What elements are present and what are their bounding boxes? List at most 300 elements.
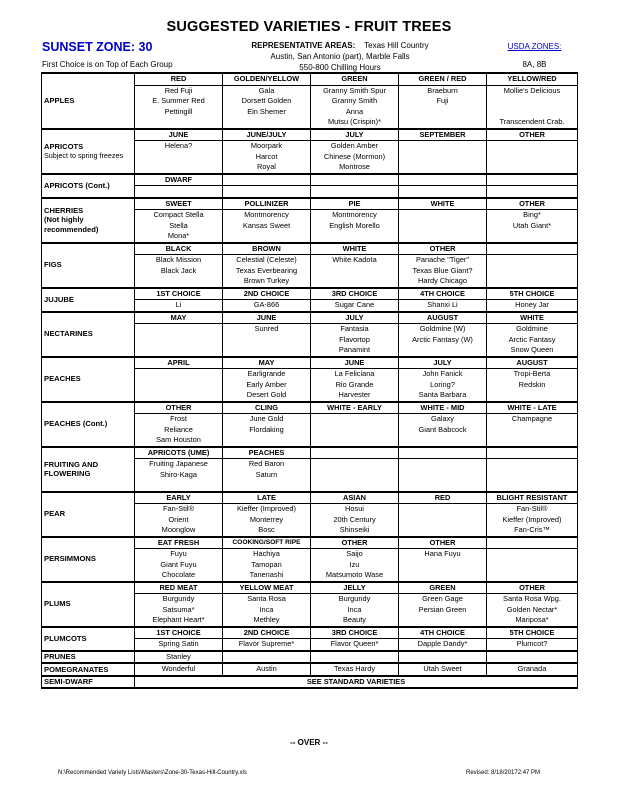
variety-cell [399,345,487,357]
column-header [399,174,487,186]
variety-cell: Satsuma* [135,605,223,616]
variety-cell: Shiro-Kaga [135,470,223,481]
variety-cell [487,266,578,277]
variety-cell: Saturn [223,470,311,481]
fruit-name: PLUMS [44,599,71,609]
column-header [487,243,578,255]
variety-cell [135,380,223,391]
variety-cell [311,186,399,198]
fruit-group-label [42,312,135,357]
column-header: WHITE [399,198,487,210]
fruit-group-label [42,663,135,676]
variety-cell: Sam Houston [135,435,223,447]
variety-cell: Redskin [487,380,578,391]
rep-area-primary: Texas Hill Country [364,41,429,50]
column-header: JUNE [223,312,311,324]
variety-cell: Tamopan [223,560,311,571]
variety-cell: Fantasia [311,324,399,335]
variety-cell: Wonderful [135,663,223,676]
variety-cell: Panache "Tiger" [399,255,487,266]
fruit-name: APRICOTS [44,141,84,151]
variety-cell: Giant Fuyu [135,560,223,571]
variety-cell: Flavor Queen* [311,639,399,651]
variety-cell: Hachiya [223,549,311,560]
variety-cell: Champagne [487,414,578,425]
variety-cell: Dapple Dandy* [399,639,487,651]
variety-cell: Early Amber [223,380,311,391]
column-header: PEACHES [223,447,311,459]
column-header: BLIGHT RESISTANT [487,492,578,504]
variety-cell [487,107,578,118]
column-header: YELLOW/RED [487,73,578,85]
table-row [42,129,578,141]
variety-cell [223,435,311,447]
variety-cell: Inca [223,605,311,616]
column-header: WHITE - EARLY [311,402,399,414]
table-row [42,492,578,504]
column-header: 5TH CHOICE [487,627,578,639]
column-header: OTHER [311,537,399,549]
variety-cell: Saijo [311,549,399,560]
column-header: BROWN [223,243,311,255]
variety-cell: Montmorency [223,210,311,221]
column-header: JULY [399,357,487,369]
variety-cell: GA-866 [223,300,311,312]
variety-cell [311,435,399,447]
variety-cell: Flavor Supreme* [223,639,311,651]
variety-cell: Kieffer (Improved) [223,504,311,515]
variety-cell [487,435,578,447]
variety-cell: Transcendent Crab. [487,117,578,129]
column-header [399,447,487,459]
variety-cell [487,390,578,402]
variety-cell: Spring Satin [135,639,223,651]
table-row [42,312,578,324]
variety-cell: Fan-Stil® [487,504,578,515]
variety-cell: June Gold [223,414,311,425]
variety-cell: Mutsu (Crispin)* [311,117,399,129]
variety-cell [487,470,578,481]
variety-cell: Rio Grande [311,380,399,391]
variety-cell: Methley [223,615,311,627]
column-header: WHITE - LATE [487,402,578,414]
file-path: N:\Recommended Variety Lists\Masters\Zone-30-Texas-Hill-Country.xls [58,770,247,776]
variety-cell: Shinseiki [311,525,399,537]
column-header: JULY [311,312,399,324]
variety-cell: Santa Barbara [399,390,487,402]
table-row [42,288,578,300]
variety-cell [311,414,399,425]
column-header: JULY [311,129,399,141]
fruit-name: PEAR [44,509,66,519]
column-header: WHITE [487,312,578,324]
variety-cell: Fan-Cris™ [487,525,578,537]
variety-cell [223,651,311,664]
variety-cell [135,369,223,380]
variety-cell [399,560,487,571]
variety-cell [399,651,487,664]
variety-cell: Orient [135,515,223,526]
first-choice-note: First Choice is on Top of Each Group [42,60,173,69]
variety-cell: Bosc [223,525,311,537]
variety-cell: Red Baron [223,459,311,470]
semi-dwarf-note: SEE STANDARD VARIETIES [135,676,578,689]
column-header: 2ND CHOICE [223,627,311,639]
column-header: OTHER [487,198,578,210]
variety-cell [487,162,578,174]
column-header: DWARF [135,174,223,186]
variety-cell [135,152,223,163]
variety-cell [487,549,578,560]
variety-cell [487,231,578,243]
fruit-group-label [42,243,135,288]
variety-cell: Inca [311,605,399,616]
column-header: OTHER [399,243,487,255]
variety-cell: Beauty [311,615,399,627]
variety-cell [399,186,487,198]
variety-cell [135,335,223,346]
variety-cell [399,615,487,627]
table-row [42,651,578,664]
fruit-name: JUJUBE [44,294,74,304]
fruit-group-label [42,129,135,174]
column-header [487,447,578,459]
variety-cell: Shanxi Li [399,300,487,312]
variety-cell: Li [135,300,223,312]
variety-cell [487,186,578,198]
variety-cell: Fruiting Japanese [135,459,223,470]
table-row [42,447,578,459]
variety-cell: Brown Turkey [223,276,311,288]
column-header: PIE [311,198,399,210]
variety-cell: Mollie's Delicious [487,85,578,96]
variety-cell: Kansas Sweet [223,221,311,232]
variety-cell: Utah Giant* [487,221,578,232]
table-row [42,174,578,186]
variety-cell: Earligrande [223,369,311,380]
variety-cell: Montmorency [311,210,399,221]
variety-cell: Izu [311,560,399,571]
variety-cell [399,480,487,492]
fruit-group-label [42,288,135,312]
column-header: WHITE [311,243,399,255]
fruit-group-label [42,582,135,627]
column-header [487,537,578,549]
variety-cell [399,152,487,163]
variety-cell: Goldmine (W) [399,324,487,335]
variety-cell: Burgundy [311,594,399,605]
variety-cell [311,470,399,481]
variety-cell: Giant Babcock [399,425,487,436]
column-header: 1ST CHOICE [135,627,223,639]
variety-cell [399,525,487,537]
variety-cell: Burgundy [135,594,223,605]
variety-cell: Fuji [399,96,487,107]
column-header: 1ST CHOICE [135,288,223,300]
variety-cell [311,480,399,492]
variety-cell [311,425,399,436]
column-header: JUNE [135,129,223,141]
variety-cell: English Morello [311,221,399,232]
fruit-group-label [42,198,135,243]
column-header: ASIAN [311,492,399,504]
column-header: RED MEAT [135,582,223,594]
column-header: BLACK [135,243,223,255]
variety-cell [223,480,311,492]
over-note: -- OVER -- [290,738,328,747]
table-row [42,243,578,255]
variety-cell: Red Fuji [135,85,223,96]
fruit-name: APPLES [44,96,75,105]
column-header: POLLINIZER [223,198,311,210]
variety-cell: Dorsett Golden [223,96,311,107]
variety-cell: Arctic Fantasy (W) [399,335,487,346]
fruit-name: POMEGRANATES [44,664,109,674]
variety-cell: Honey Jar [487,300,578,312]
variety-cell [399,231,487,243]
variety-cell: White Kadota [311,255,399,266]
variety-cell [135,162,223,174]
variety-cell [399,504,487,515]
variety-cell [311,231,399,243]
table-row [42,663,578,676]
variety-cell [399,515,487,526]
variety-cell: Texas Everbearing [223,266,311,277]
variety-cell [399,570,487,582]
column-header: GREEN [311,73,399,85]
table-row [42,357,578,369]
column-header: WHITE - MID [399,402,487,414]
column-header [311,447,399,459]
table-row [42,198,578,210]
variety-cell [135,480,223,492]
column-header: MAY [135,312,223,324]
fruit-group-label [42,174,135,198]
column-header: OTHER [399,537,487,549]
fruit-name: PLUMCOTS [44,633,87,643]
column-header: SWEET [135,198,223,210]
variety-cell: Reliance [135,425,223,436]
variety-cell: Flavortop [311,335,399,346]
fruit-group-label [42,492,135,537]
table-row [42,402,578,414]
variety-cell: Montrose [311,162,399,174]
variety-cell: Granny Smith Spur [311,85,399,96]
representative-areas [195,40,485,73]
variety-cell [487,152,578,163]
semi-dwarf-label: SEMI-DWARF [42,676,135,689]
fruit-note: Subject to spring freezes [44,151,124,160]
variety-cell: Golden Amber [311,141,399,152]
variety-cell: John Fanick [399,369,487,380]
column-header: APRIL [135,357,223,369]
variety-cell: Chinese (Mormon) [311,152,399,163]
variety-cell: Stella [135,221,223,232]
variety-cell: Texas Hardy [311,663,399,676]
variety-cell: Flordaking [223,425,311,436]
column-header: GREEN / RED [399,73,487,85]
table-row [42,627,578,639]
variety-cell: Granny Smith [311,96,399,107]
variety-cell: Loring? [399,380,487,391]
variety-cell [399,459,487,470]
fruit-group-label [42,357,135,402]
variety-cell: Santa Rosa Wpg. [487,594,578,605]
variety-cell [311,459,399,470]
variety-cell: Helena? [135,141,223,152]
variety-cell [311,266,399,277]
variety-cell: Celestial (Celeste) [223,255,311,266]
sunset-zone: SUNSET ZONE: 30 [42,40,153,54]
variety-cell: Santa Rosa [223,594,311,605]
variety-cell: Kieffer (Improved) [487,515,578,526]
fruit-name: NECTARINES [44,329,93,339]
variety-cell [223,335,311,346]
variety-cell: Black Jack [135,266,223,277]
variety-cell [487,480,578,492]
variety-cell: Moonglow [135,525,223,537]
variety-cell [487,276,578,288]
fruit-name: CHERRIES [44,205,84,215]
variety-cell [223,345,311,357]
usda-zones-value: 8A, 8B [522,60,547,69]
variety-cell [135,390,223,402]
revised-date: Revised: 8/18/20172:47 PM [466,770,541,776]
column-header: COOKING/SOFT RIPE [223,537,311,549]
variety-cell: Bing* [487,210,578,221]
column-header [311,174,399,186]
variety-cell: La Feliciana [311,369,399,380]
variety-cell: Elephant Heart* [135,615,223,627]
variety-cell: Fuyu [135,549,223,560]
table-row [42,676,578,689]
fruit-group-label [42,447,135,492]
variety-cell [487,96,578,107]
variety-cell: Austin [223,663,311,676]
column-header: EAT FRESH [135,537,223,549]
variety-cell: Mona* [135,231,223,243]
variety-cell: Stanley [135,651,223,664]
variety-cell: Hana Fuyu [399,549,487,560]
variety-cell: Arctic Fantasy [487,335,578,346]
variety-cell [399,221,487,232]
variety-cell: Persian Green [399,605,487,616]
table-row [42,73,578,85]
variety-cell: Hosui [311,504,399,515]
variety-cell [487,425,578,436]
variety-cell: Goldmine [487,324,578,335]
table-row [42,582,578,594]
variety-cell: Plumcot? [487,639,578,651]
variety-cell [487,141,578,152]
variety-cell [311,651,399,664]
variety-cell [223,186,311,198]
variety-cell: E. Summer Red [135,96,223,107]
fruit-name: FIGS [44,260,62,270]
variety-cell: Golden Nectar* [487,605,578,616]
table-row [42,537,578,549]
fruit-group-label [42,73,135,129]
variety-cell: Panamint [311,345,399,357]
variety-cell [399,107,487,118]
variety-cell: Texas Blue Giant? [399,266,487,277]
column-header: 3RD CHOICE [311,288,399,300]
column-header: 5TH CHOICE [487,288,578,300]
variety-cell: Desert Gold [223,390,311,402]
variety-cell [399,470,487,481]
variety-cell: Mariposa* [487,615,578,627]
column-header: OTHER [487,129,578,141]
fruit-name: PEACHES [44,374,81,384]
column-header: OTHER [487,582,578,594]
variety-cell: Fan-Stil® [135,504,223,515]
variety-cell [399,435,487,447]
variety-cell [223,117,311,129]
fruit-name: PEACHES (Cont.) [44,419,108,429]
fruit-group-label [42,402,135,447]
rep-areas-label: REPRESENTATIVE AREAS: [251,41,356,50]
column-header: EARLY [135,492,223,504]
variety-cell: Braeburn [399,85,487,96]
variety-cell: Black Mission [135,255,223,266]
page-title: SUGGESTED VARIETIES - FRUIT TREES [166,19,452,35]
variety-cell [487,560,578,571]
usda-zones-link[interactable]: USDA ZONES: [507,42,562,51]
variety-cell [311,276,399,288]
variety-cell: Gala [223,85,311,96]
chilling-hours: 550-800 Chilling Hours [299,63,381,72]
fruit-name: PERSIMMONS [44,554,96,564]
variety-cell: Moorpark [223,141,311,152]
variety-cell [399,210,487,221]
column-header: LATE [223,492,311,504]
variety-cell [487,459,578,470]
variety-cell: Pettingill [135,107,223,118]
variety-cell: Monterrey [223,515,311,526]
column-header: OTHER [135,402,223,414]
varieties-table [41,72,578,689]
variety-cell [135,324,223,335]
column-header: SEPTEMBER [399,129,487,141]
column-header: YELLOW MEAT [223,582,311,594]
column-header: JUNE/JULY [223,129,311,141]
variety-cell: Anna [311,107,399,118]
variety-cell [135,117,223,129]
column-header: APRICOTS (UME) [135,447,223,459]
variety-cell: Chocolate [135,570,223,582]
variety-cell [135,276,223,288]
variety-cell [223,231,311,243]
column-header: MAY [223,357,311,369]
column-header: GOLDEN/YELLOW [223,73,311,85]
variety-cell [487,255,578,266]
rep-area-secondary: Austin, San Antonio (part), Marble Falls [270,52,410,61]
variety-cell: Galaxy [399,414,487,425]
column-header: AUGUST [399,312,487,324]
variety-cell: Matsumoto Wase [311,570,399,582]
fruit-name: FRUITING AND FLOWERING [44,459,99,478]
variety-cell: Green Gage [399,594,487,605]
fruit-name: APRICOTS (Cont.) [44,180,110,190]
variety-cell: Granada [487,663,578,676]
column-header: JELLY [311,582,399,594]
column-header: GREEN [399,582,487,594]
variety-cell: Sunred [223,324,311,335]
variety-cell [399,141,487,152]
variety-cell: Hardy Chicago [399,276,487,288]
column-header [487,174,578,186]
variety-cell [135,345,223,357]
